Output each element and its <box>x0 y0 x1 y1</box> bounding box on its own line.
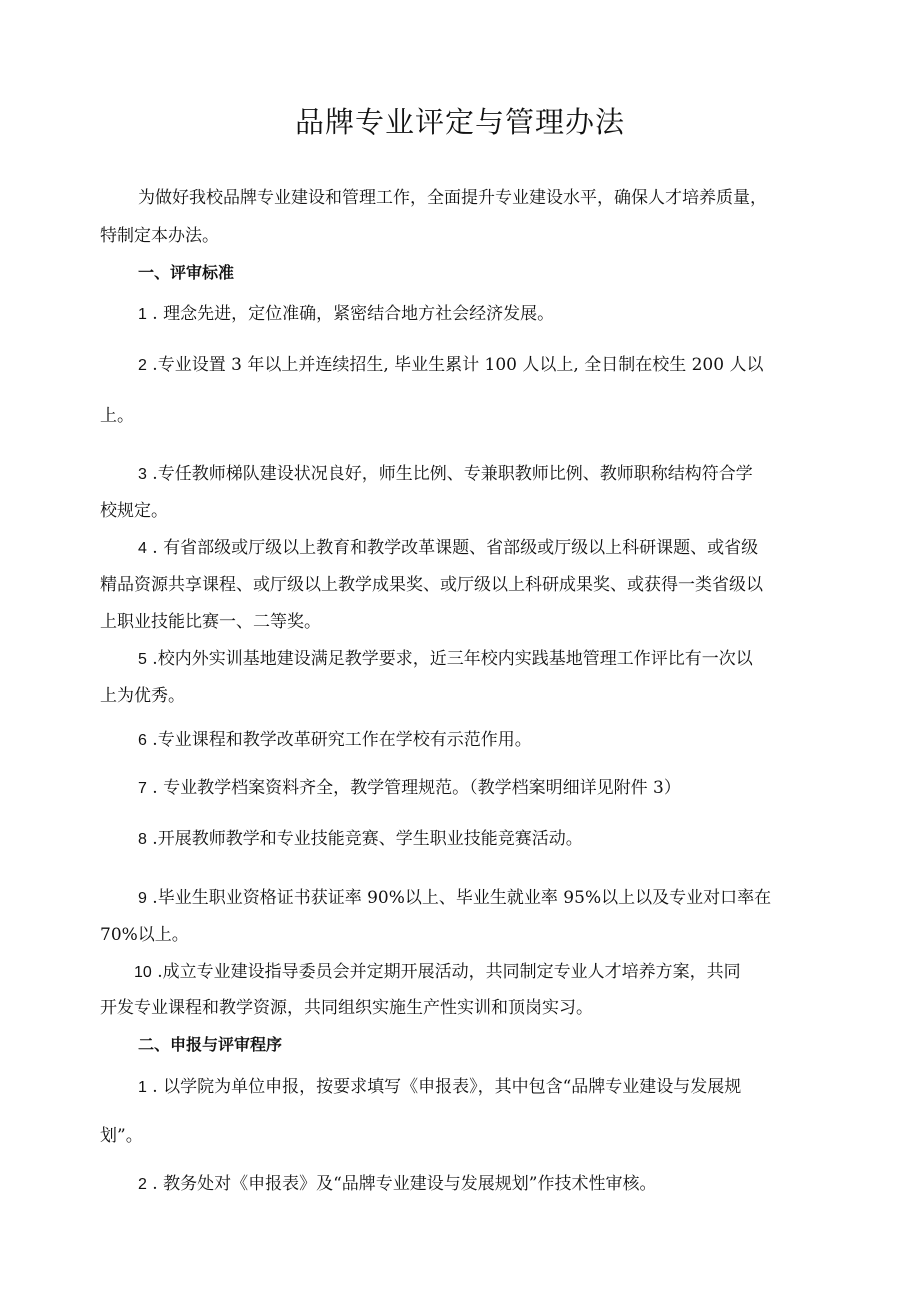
item-number: 2 <box>138 1176 147 1193</box>
item-text: .校内外实训基地建设满足教学要求，近三年校内实践基地管理工作评比有一次以 <box>146 649 753 669</box>
item-text: .成立专业建设指导委员会并定期开展活动，共同制定专业人才培养方案，共同 <box>151 962 741 982</box>
criteria-item-10 <box>134 961 741 984</box>
item-text: .专任教师梯队建设状况良好，师生比例、专兼职教师比例、教师职称结构符合学 <box>146 464 753 484</box>
intro-line-1: 为做好我校品牌专业建设和管理工作，全面提升专业建设水平，确保人才培养质量， <box>138 188 767 208</box>
item-number: 5 <box>138 651 147 668</box>
criteria-item-4 <box>138 537 758 560</box>
item-text: . 专业教学档案资料齐全，教学管理规范。（教学档案明细详见附件 3） <box>146 778 681 798</box>
item-text: . 以学院为单位申报，按要求填写《申报表》，其中包含“品牌专业建设与发展规 <box>146 1077 742 1097</box>
item-number: 3 <box>138 466 147 483</box>
item-number: 6 <box>138 732 147 749</box>
item-text: . 理念先进，定位准确，紧密结合地方社会经济发展。 <box>146 304 555 324</box>
item-number: 2 <box>138 357 147 374</box>
item-text: . 有省部级或厅级以上教育和教学改革课题、省部级或厅级以上科研课题、或省级 <box>146 538 759 558</box>
item-text: .专业设置 3 年以上并连续招生, 毕业生累计 100 人以上, 全日制在校生 200 人以 <box>146 355 764 375</box>
item-number: 10 <box>134 964 152 981</box>
criteria-item-6 <box>138 729 532 752</box>
item-text: .开展教师教学和专业技能竞赛、学生职业技能竞赛活动。 <box>146 829 583 849</box>
page-title: 品牌专业评定与管理办法 <box>294 105 625 139</box>
intro-line-2: 特制定本办法。 <box>100 226 219 246</box>
item-number: 7 <box>138 780 147 797</box>
criteria-item-7 <box>138 777 681 800</box>
criteria-item-8 <box>138 828 583 851</box>
item-text: .毕业生职业资格证书获证率 90%以上、毕业生就业率 95%以上以及专业对口率在 <box>146 888 772 908</box>
item-number: 1 <box>138 1079 147 1096</box>
criteria-item-9 <box>138 887 771 910</box>
criteria-item-4-cont: 精品资源共享课程、或厅级以上教学成果奖、或厅级以上科研成果奖、或获得一类省级以 <box>100 575 763 595</box>
criteria-item-5 <box>138 648 753 671</box>
procedure-item-1-cont: 划”。 <box>100 1126 143 1146</box>
criteria-item-3-cont: 校规定。 <box>100 501 168 521</box>
item-text: . 教务处对《申报表》及“品牌专业建设与发展规划”作技术性审核。 <box>146 1174 657 1194</box>
item-number: 4 <box>138 540 147 557</box>
criteria-item-9-cont: 70%以上。 <box>100 925 189 945</box>
item-number: 9 <box>138 890 147 907</box>
procedure-item-1 <box>138 1076 741 1099</box>
criteria-item-5-cont: 上为优秀。 <box>100 686 185 706</box>
section-1-heading: 一、评审标准 <box>138 263 235 282</box>
item-text: .专业课程和教学改革研究工作在学校有示范作用。 <box>146 730 532 750</box>
criteria-item-2-cont: 上。 <box>100 406 134 426</box>
criteria-item-3 <box>138 463 753 486</box>
criteria-item-4-cont-2: 上职业技能比赛一、二等奖。 <box>100 612 321 632</box>
criteria-item-1 <box>138 303 554 326</box>
section-2-heading: 二、申报与评审程序 <box>138 1035 283 1054</box>
criteria-item-10-cont: 开发专业课程和教学资源，共同组织实施生产性实训和顶岗实习。 <box>100 998 593 1018</box>
criteria-item-2 <box>138 354 763 377</box>
item-number: 8 <box>138 831 147 848</box>
item-number: 1 <box>138 306 147 323</box>
procedure-item-2 <box>138 1173 657 1196</box>
